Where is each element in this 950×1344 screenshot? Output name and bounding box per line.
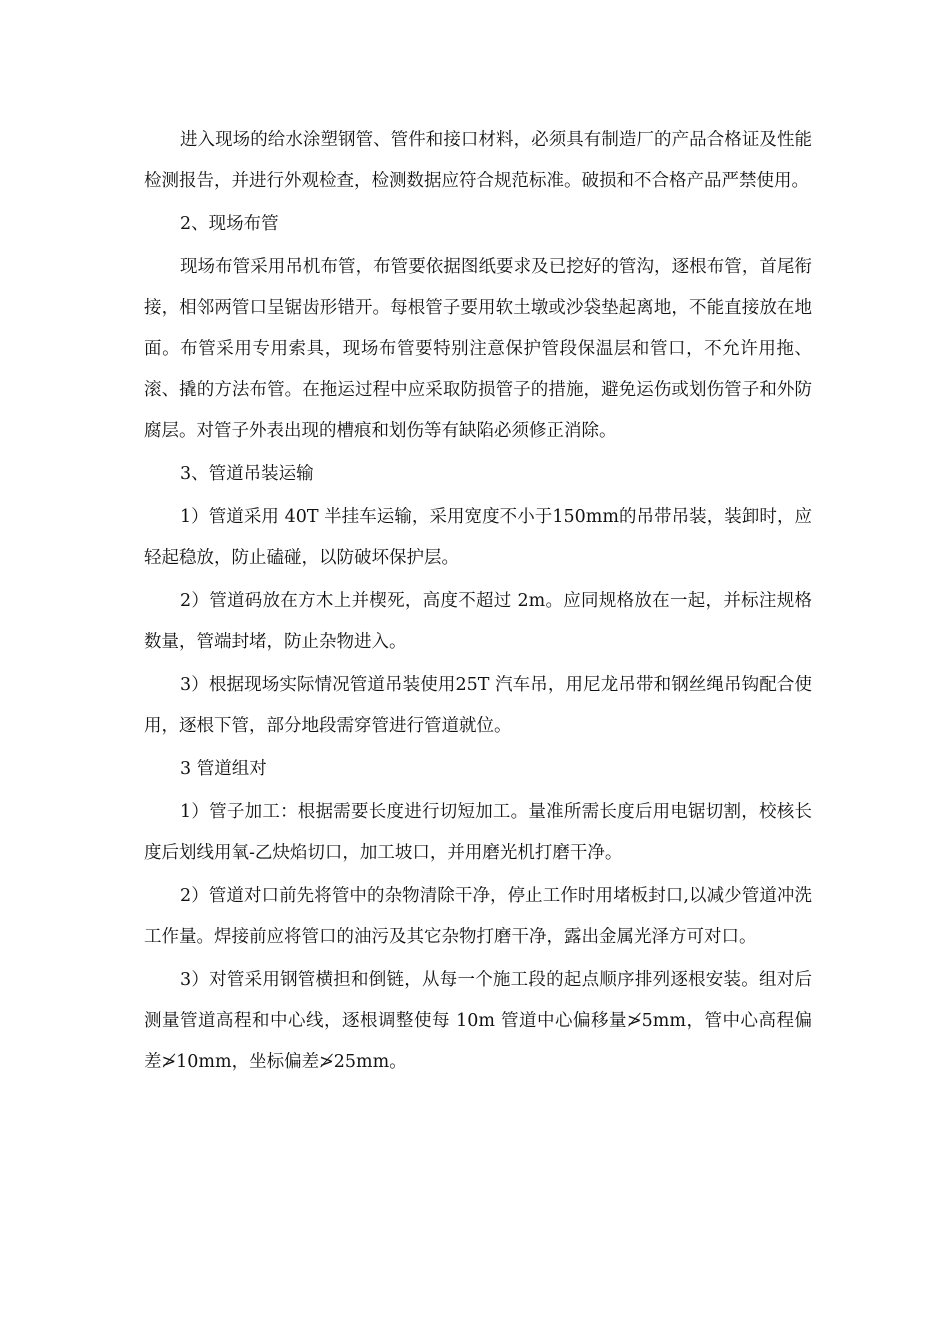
paragraph-materials-inspection: 进入现场的给水涂塑钢管、管件和接口材料，必须具有制造厂的产品合格证及性能检测报告，并进行外观检查，检测数据应符合规范标准。破损和不合格产品严禁使用。 xyxy=(144,130,812,191)
document-body xyxy=(144,120,812,1085)
section-heading-pipe-hoisting-transport: 3、管道吊装运输 xyxy=(180,464,314,484)
paragraph-site-pipe-laying: 现场布管采用吊机布管，布管要依据图纸要求及已挖好的管沟，逐根布管，首尾衔接，相邻两管口呈锯齿形错开。每根管子要用软土墩或沙袋垫起离地，不能直接放在地面。布管采用专用索具，现场布管要特别注意保护管段保温层和管口，不允许用拖、滚、撬的方法布管。在拖运过程中应采取防损管子的措施，避免运伤或划伤管子和外防腐层。对管子外表出现的槽痕和划伤等有缺陷必须修正消除。 xyxy=(144,257,812,441)
paragraph-transport-item-3: 3）根据现场实际情况管道吊装使用25T 汽车吊，用尼龙吊带和钢丝绳吊钩配合使用，逐根下管，部分地段需穿管进行管道就位。 xyxy=(144,675,812,736)
section-heading-pipe-assembly: 3 管道组对 xyxy=(180,759,267,779)
paragraph-assembly-item-3: 3）对管采用钢管横担和倒链，从每一个施工段的起点顺序排列逐根安装。组对后测量管道高程和中心线，逐根调整使每 10m 管道中心偏移量≯5mm，管中心高程偏差≯10mm，坐标偏差≯25mm。 xyxy=(144,970,812,1072)
paragraph-transport-item-2: 2）管道码放在方木上并楔死，高度不超过 2m。应同规格放在一起，并标注规格数量，管端封堵，防止杂物进入。 xyxy=(144,591,812,652)
paragraph-assembly-item-2: 2）管道对口前先将管中的杂物清除干净，停止工作时用堵板封口,以减少管道冲洗工作量。焊接前应将管口的油污及其它杂物打磨干净，露出金属光泽方可对口。 xyxy=(144,886,812,947)
paragraph-transport-item-1: 1）管道采用 40T 半挂车运输，采用宽度不小于150mm的吊带吊装，装卸时，应轻起稳放，防止磕碰，以防破坏保护层。 xyxy=(144,507,812,568)
section-heading-site-pipe-laying: 2、现场布管 xyxy=(180,214,279,234)
paragraph-assembly-item-1: 1）管子加工：根据需要长度进行切短加工。量准所需长度后用电锯切割，校核长度后划线用氧-乙炔焰切口，加工坡口，并用磨光机打磨干净。 xyxy=(144,802,812,863)
